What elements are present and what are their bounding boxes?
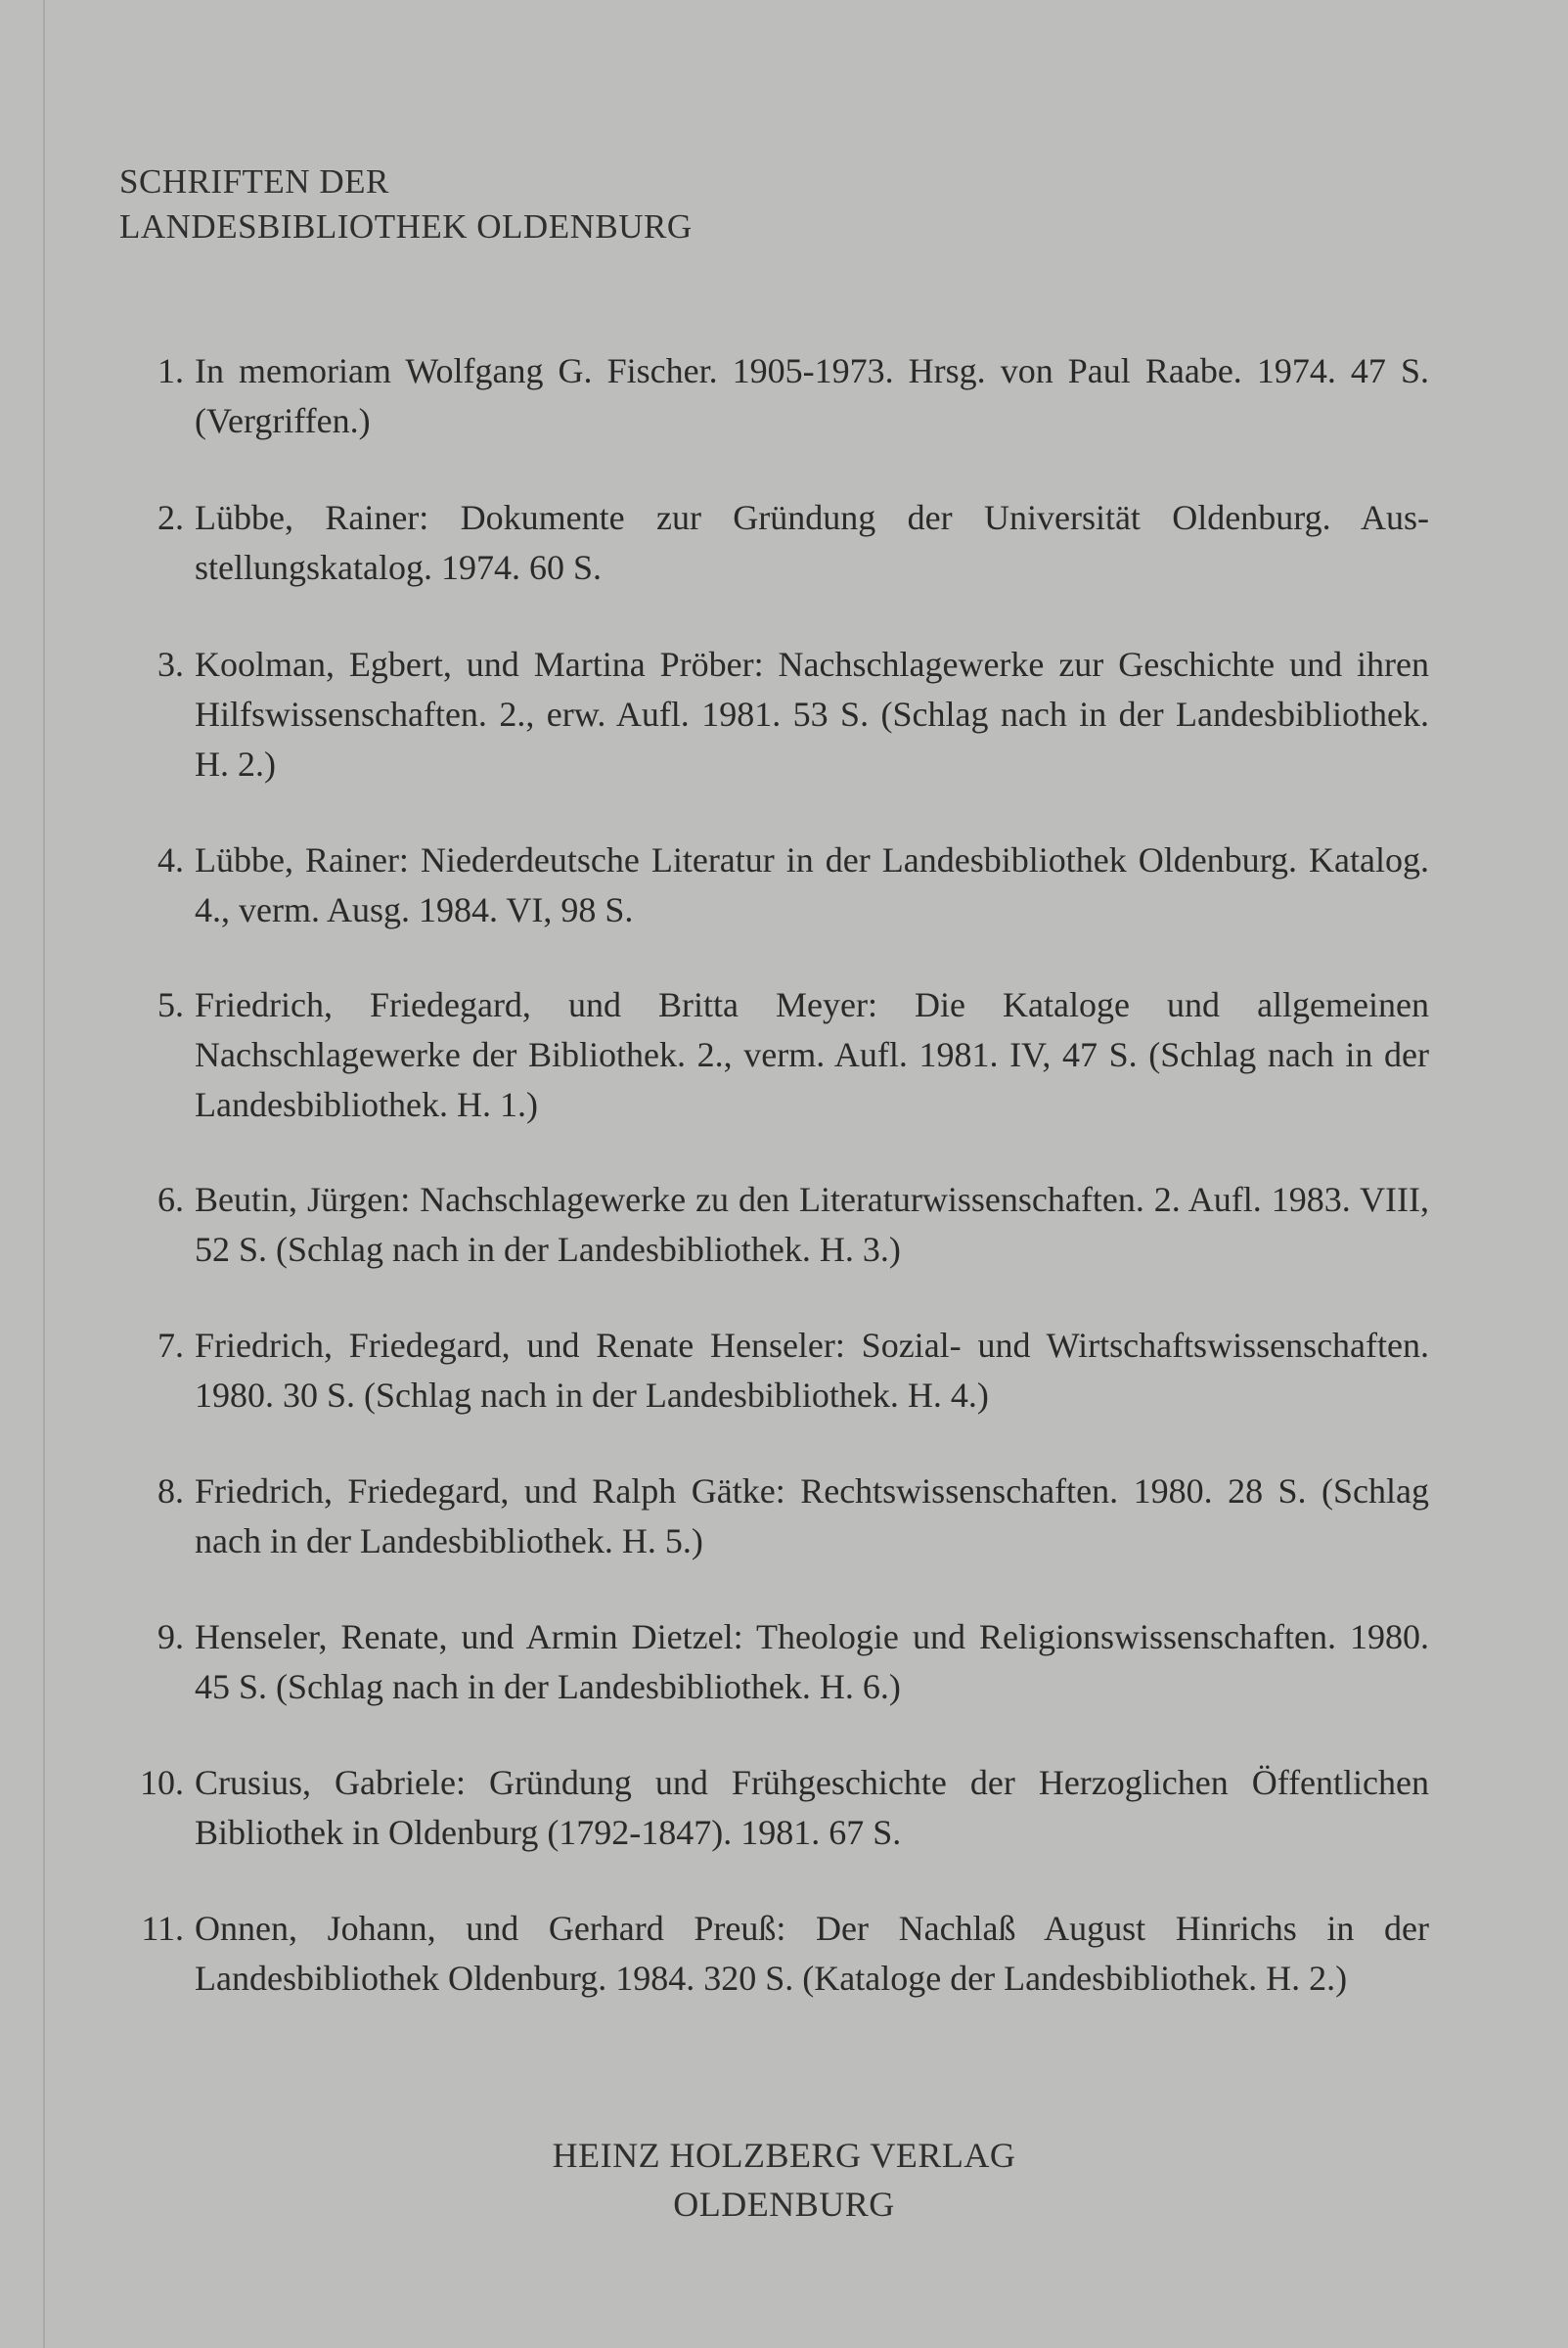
item-number: 2. — [157, 498, 184, 537]
item-number: 11. — [141, 1909, 184, 1948]
item-number: 8. — [157, 1471, 184, 1511]
series-title — [119, 159, 693, 249]
publisher-name: HEINZ HOLZBERG VERLAG — [552, 2136, 1016, 2175]
item-text: Lübbe, Rainer: Niederdeutsche Literatur in der Landesbibliothek Oldenburg. Katalog. 4., verm. Ausg. 1984. VI, 98 S. — [195, 840, 1429, 929]
item-number: 7. — [157, 1326, 184, 1365]
item-number: 4. — [157, 840, 184, 880]
item-text: Friedrich, Friedegard, und Renate Henseler: Sozial- und Wirtschaftswissenschaften. 1980. 30 S. (Schlag nach in der Landesbibliothek. H. 4.) — [195, 1326, 1429, 1415]
item-number: 3. — [157, 645, 184, 684]
item-text: Crusius, Gabriele: Gründung und Frühgeschichte der Herzoglichen Öffentlichen Bibliothek in Oldenburg (1792-1847). 1981. 67 S. — [195, 1763, 1429, 1852]
item-number: 10. — [140, 1763, 184, 1802]
series-title-line-2: LANDESBIBLIOTHEK OLDENBURG — [119, 207, 693, 246]
item-number: 6. — [157, 1180, 184, 1219]
item-number: 9. — [157, 1617, 184, 1656]
item-text: Onnen, Johann, und Gerhard Preuß: Der Nachlaß August Hinrichs in der Landesbibliothek Oldenburg. 1984. 320 S. (Kataloge der Landesbibliothek. H. 2.) — [195, 1909, 1429, 1998]
item-text: Friedrich, Friedegard, und Britta Meyer: Die Kataloge und allgemeinen Nachschlagewerke der Bibliothek. 2., verm. Aufl. 1981. IV, 47 S. (Schlag nach in der Landesbibliothek. H. 1.) — [195, 985, 1429, 1124]
item-text: Beutin, Jürgen: Nachschlagewerke zu den Literaturwissenschaften. 2. Aufl. 1983. VIII, 52 S. (Schlag nach in der Landesbibliothek. H. 3.) — [195, 1180, 1429, 1269]
item-text: Friedrich, Friedegard, und Ralph Gätke: Rechtswissenschaften. 1980. 28 S. (Schlag nach in der Landesbibliothek. H. 5.) — [195, 1471, 1429, 1560]
item-text: Koolman, Egbert, und Martina Pröber: Nachschlagewerke zur Geschichte und ihren Hilfswissenschaften. 2., erw. Aufl. 1981. 53 S. (Schlag nach in der Landesbibliothek. H. 2.) — [195, 645, 1429, 784]
item-number: 5. — [157, 985, 184, 1024]
item-text: Lübbe, Rainer: Dokumente zur Gründung der Universität Oldenburg. Ausstellungskatalog. 1974. 60 S. — [195, 498, 1429, 587]
publisher-city: OLDENBURG — [673, 2185, 895, 2224]
series-title-line-1: SCHRIFTEN DER — [119, 162, 389, 201]
item-number: 1. — [157, 351, 184, 390]
publisher-imprint — [0, 2131, 1568, 2229]
item-text: Henseler, Renate, und Armin Dietzel: Theologie und Religionswissenschaften. 1980. 45 S. (Schlag nach in der Landesbibliothek. H. 6.) — [195, 1617, 1429, 1706]
item-text: In memoriam Wolfgang G. Fischer. 1905-1973. Hrsg. von Paul Raabe. 1974. 47 S. (Vergriffen.) — [195, 351, 1429, 440]
